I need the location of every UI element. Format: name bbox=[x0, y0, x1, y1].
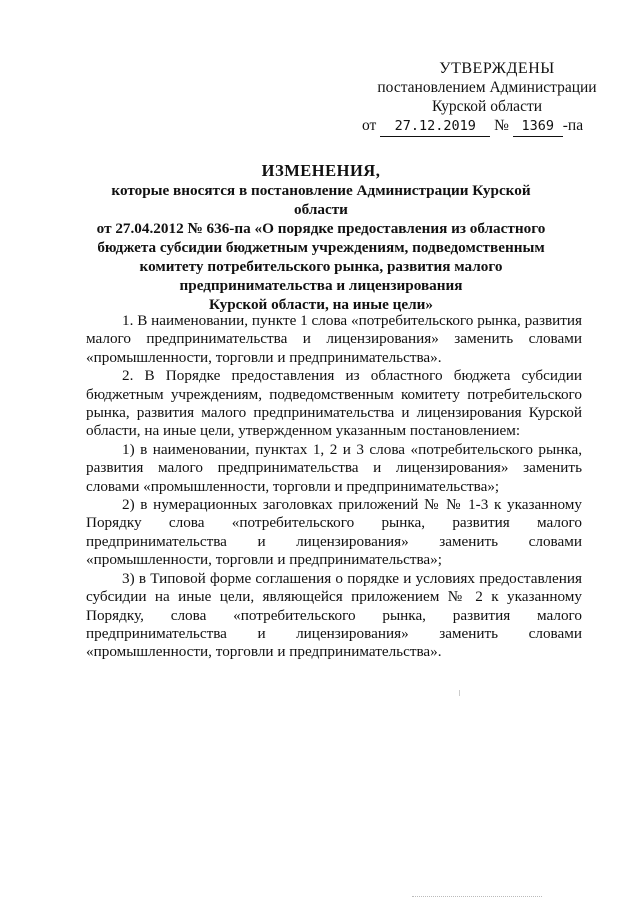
body-paragraph: 2. В Порядке предоставления из областного бюджета субсидии бюджетным учреждениям, подведомственным комитету потребительского рынка, развития малого предпринимательства и лицензирования Курской области, на иные цели, утвержденном указанным постановлением: bbox=[86, 367, 582, 440]
approval-title: УТВЕРЖДЕНЫ bbox=[439, 60, 555, 77]
scan-artifact-line bbox=[412, 896, 542, 899]
document-heading bbox=[86, 160, 556, 314]
approval-block bbox=[362, 60, 602, 137]
from-label: от bbox=[362, 117, 377, 134]
approval-date-line bbox=[362, 116, 602, 137]
body-paragraph: 2) в нумерационных заголовках приложений № № 1-3 к указанному Порядку слова «потребительского рынка, развития малого предпринимательства и лицензирования» заменить словами «промышленности, торговли и предпринимательства»; bbox=[86, 496, 582, 569]
approval-line-1: постановлением Администрации bbox=[377, 79, 597, 96]
approval-number: 1369 bbox=[513, 116, 563, 137]
body-paragraph: 1) в наименовании, пунктах 1, 2 и 3 слова «потребительского рынка, развития малого предпринимательства и лицензирования» заменить словами «промышленности, торговли и предпринимательства»; bbox=[86, 440, 582, 495]
heading-line: бюджета субсидии бюджетным учреждениям, подведомственным bbox=[97, 239, 545, 256]
heading-line: от 27.04.2012 № 636-па «О порядке предоставления из областного bbox=[96, 220, 546, 237]
number-label: № bbox=[494, 117, 509, 134]
scan-speck bbox=[459, 690, 460, 696]
approval-line-2: Курской области bbox=[431, 98, 543, 115]
document-body bbox=[86, 312, 582, 662]
heading-line: предпринимательства и лицензирования bbox=[179, 277, 463, 294]
heading-line: Курской области, на иные цели» bbox=[209, 296, 433, 313]
body-paragraph: 3) в Типовой форме соглашения о порядке и условиях предоставления субсидии на иные цели, являющейся приложением № 2 к указанному Порядку, слова «потребительского рынка, развития малого предпринимательства и лицензирования» заменить словами «промышленности, торговли и предпринимательства». bbox=[86, 569, 582, 661]
heading-line: комитету потребительского рынка, развития малого bbox=[139, 258, 503, 275]
body-paragraph: 1. В наименовании, пункте 1 слова «потребительского рынка, развития малого предпринимательства и лицензирования» заменить словами «промышленности, торговли и предпринимательства». bbox=[86, 312, 582, 366]
number-suffix: -па bbox=[562, 117, 584, 134]
heading-line: которые вносятся в постановление Администрации Курской области bbox=[111, 182, 531, 218]
heading-title: ИЗМЕНЕНИЯ, bbox=[261, 161, 381, 180]
approval-date: 27.12.2019 bbox=[380, 116, 490, 137]
